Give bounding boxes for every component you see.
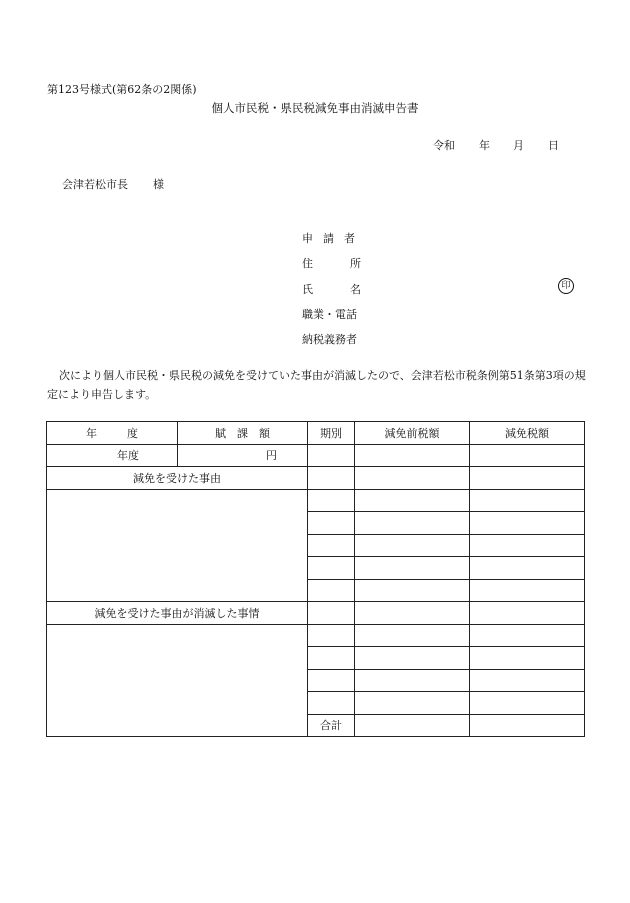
reduced-cell[interactable] [470, 512, 585, 535]
table-row [47, 624, 585, 647]
before-reduction-cell[interactable] [355, 534, 470, 557]
period-cell[interactable] [308, 512, 355, 535]
addressee [62, 176, 164, 192]
reduced-cell[interactable] [470, 602, 585, 625]
occupation-phone-label: 職業・電話 [302, 308, 357, 321]
name-label [302, 281, 361, 297]
date-day: 日 [548, 139, 559, 152]
name-label-char: 名 [350, 283, 361, 296]
lapse-label: 減免を受けた事由が消滅した事情 [47, 602, 308, 625]
period-cell[interactable] [308, 602, 355, 625]
reduced-cell[interactable] [470, 444, 585, 467]
applicant-heading-char: 請 [323, 232, 334, 245]
form-number: 第123号様式(第62条の2関係) [47, 83, 197, 96]
applicant-heading-char: 者 [344, 232, 355, 245]
taxpayer-label: 納税義務者 [302, 333, 357, 346]
reduced-cell[interactable] [470, 534, 585, 557]
period-cell[interactable] [308, 467, 355, 490]
lapse-field[interactable] [47, 624, 308, 737]
addressee-name: 会津若松市長 [62, 178, 128, 191]
table-header-row [47, 422, 585, 445]
period-cell[interactable] [308, 444, 355, 467]
before-reduction-cell[interactable] [355, 579, 470, 602]
date-year: 年 [479, 139, 490, 152]
before-reduction-cell[interactable] [355, 467, 470, 490]
reduction-table [46, 421, 585, 737]
header-period: 期別 [308, 422, 355, 445]
period-cell[interactable] [308, 579, 355, 602]
applicant-heading [302, 230, 355, 246]
reduced-cell[interactable] [470, 647, 585, 670]
addressee-honorific: 様 [153, 178, 164, 191]
before-reduction-cell[interactable] [355, 557, 470, 580]
address-label [302, 255, 361, 271]
reduced-cell[interactable] [470, 579, 585, 602]
table-row [47, 467, 585, 490]
period-cell[interactable] [308, 669, 355, 692]
before-reduction-cell[interactable] [355, 669, 470, 692]
address-label-char: 住 [302, 257, 313, 270]
header-before-reduction: 減免前税額 [355, 422, 470, 445]
before-reduction-cell[interactable] [355, 692, 470, 715]
before-reduction-cell[interactable] [355, 444, 470, 467]
reason-label: 減免を受けた事由 [47, 467, 308, 490]
before-reduction-cell[interactable] [355, 512, 470, 535]
total-before-reduction[interactable] [355, 714, 470, 737]
before-reduction-cell[interactable] [355, 602, 470, 625]
reduced-cell[interactable] [470, 489, 585, 512]
header-assessed-char: 賦 [215, 426, 226, 440]
table-row [47, 489, 585, 512]
period-cell[interactable] [308, 647, 355, 670]
period-cell[interactable] [308, 534, 355, 557]
table-row [47, 602, 585, 625]
header-year [47, 422, 178, 445]
reduced-cell[interactable] [470, 624, 585, 647]
date-era: 令和 [433, 139, 455, 152]
total-reduced[interactable] [470, 714, 585, 737]
header-year-char: 度 [127, 426, 138, 440]
period-cell[interactable] [308, 489, 355, 512]
period-cell[interactable] [308, 624, 355, 647]
address-label-char: 所 [350, 257, 361, 270]
reduced-cell[interactable] [470, 557, 585, 580]
reduced-cell[interactable] [470, 692, 585, 715]
reduced-cell[interactable] [470, 467, 585, 490]
period-cell[interactable] [308, 692, 355, 715]
document-title: 個人市民税・県民税減免事由消滅申告書 [211, 101, 419, 115]
before-reduction-cell[interactable] [355, 489, 470, 512]
assessed-amount-field[interactable]: 円 [178, 444, 308, 467]
period-cell[interactable] [308, 557, 355, 580]
before-reduction-cell[interactable] [355, 624, 470, 647]
reduced-cell[interactable] [470, 669, 585, 692]
reason-field[interactable] [47, 489, 308, 602]
header-reduced: 減免税額 [470, 422, 585, 445]
header-assessed [178, 422, 308, 445]
header-assessed-char: 額 [259, 426, 270, 440]
seal-mark: 印 [558, 278, 574, 294]
header-assessed-char: 課 [237, 426, 248, 440]
name-label-char: 氏 [302, 283, 313, 296]
header-year-char: 年 [86, 426, 97, 440]
fiscal-year-field[interactable]: 年度 [47, 444, 178, 467]
declaration-text: 次により個人市民税・県民税の減免を受けていた事由が消滅したので、会津若松市税条例第51条第3項の規定により申告します。 [47, 369, 586, 401]
table-row [47, 444, 585, 467]
before-reduction-cell[interactable] [355, 647, 470, 670]
applicant-heading-char: 申 [302, 232, 313, 245]
total-label: 合計 [308, 714, 355, 737]
date-month: 月 [513, 139, 524, 152]
